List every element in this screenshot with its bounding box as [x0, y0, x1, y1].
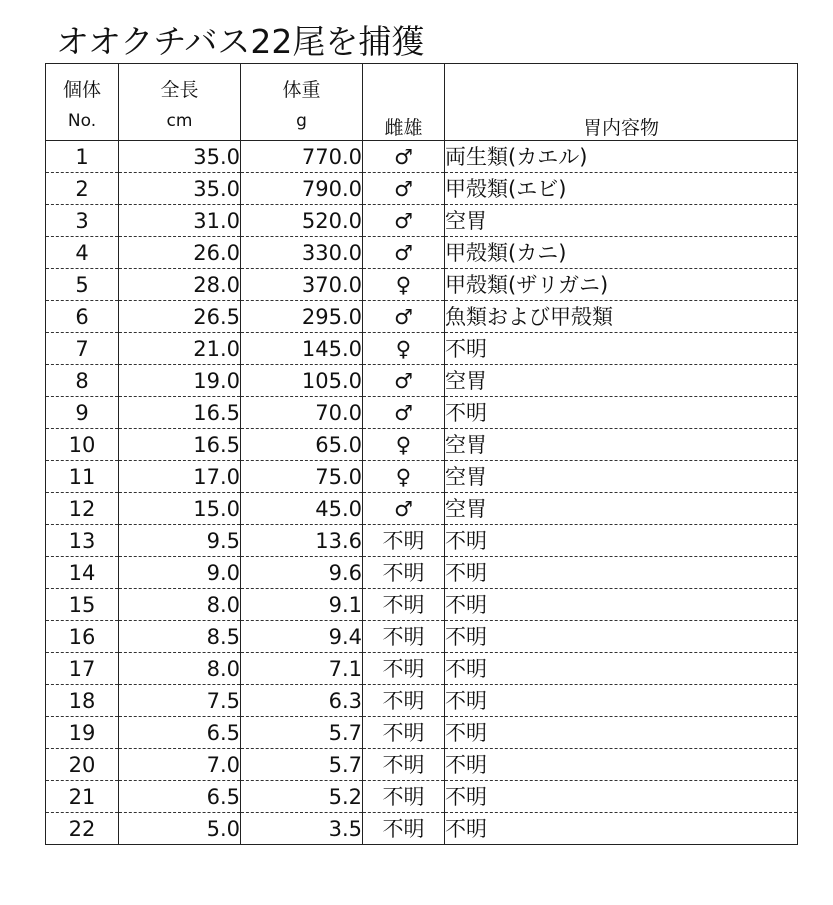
- cell-length: 19.0: [119, 365, 241, 397]
- header-length-unit: cm: [119, 102, 241, 141]
- table-row: [46, 685, 798, 717]
- cell-no: 15: [46, 589, 119, 621]
- cell-weight: 13.6: [241, 525, 363, 557]
- cell-stomach-contents: 空胃: [445, 365, 798, 397]
- cell-weight: 145.0: [241, 333, 363, 365]
- cell-sex: ♂: [363, 173, 445, 205]
- cell-weight: 65.0: [241, 429, 363, 461]
- cell-no: 21: [46, 781, 119, 813]
- cell-stomach-contents: 不明: [445, 653, 798, 685]
- table-row: [46, 589, 798, 621]
- cell-no: 3: [46, 205, 119, 237]
- cell-length: 35.0: [119, 141, 241, 173]
- cell-length: 9.5: [119, 525, 241, 557]
- cell-no: 5: [46, 269, 119, 301]
- cell-weight: 770.0: [241, 141, 363, 173]
- cell-weight: 45.0: [241, 493, 363, 525]
- table-row: [46, 333, 798, 365]
- cell-no: 6: [46, 301, 119, 333]
- cell-no: 20: [46, 749, 119, 781]
- table-row: [46, 365, 798, 397]
- cell-sex: ♂: [363, 205, 445, 237]
- header-sex: 雌雄: [363, 64, 445, 141]
- cell-weight: 105.0: [241, 365, 363, 397]
- cell-stomach-contents: 不明: [445, 525, 798, 557]
- cell-sex: 不明: [363, 781, 445, 813]
- cell-length: 28.0: [119, 269, 241, 301]
- cell-sex: 不明: [363, 589, 445, 621]
- table-row: [46, 429, 798, 461]
- table-row: [46, 749, 798, 781]
- cell-weight: 330.0: [241, 237, 363, 269]
- cell-weight: 5.7: [241, 749, 363, 781]
- cell-no: 19: [46, 717, 119, 749]
- cell-sex: 不明: [363, 653, 445, 685]
- table-header: [46, 64, 798, 141]
- cell-weight: 5.2: [241, 781, 363, 813]
- table-row: [46, 269, 798, 301]
- bass-catch-table: [45, 63, 798, 845]
- table-body: [46, 141, 798, 845]
- cell-length: 21.0: [119, 333, 241, 365]
- table-row: [46, 813, 798, 845]
- cell-no: 13: [46, 525, 119, 557]
- cell-no: 7: [46, 333, 119, 365]
- header-weight-unit: g: [241, 102, 363, 141]
- cell-stomach-contents: 魚類および甲殻類: [445, 301, 798, 333]
- table-row: [46, 717, 798, 749]
- cell-weight: 9.6: [241, 557, 363, 589]
- cell-weight: 70.0: [241, 397, 363, 429]
- cell-no: 9: [46, 397, 119, 429]
- cell-weight: 75.0: [241, 461, 363, 493]
- table-row: [46, 493, 798, 525]
- cell-length: 17.0: [119, 461, 241, 493]
- cell-sex: 不明: [363, 717, 445, 749]
- cell-stomach-contents: 不明: [445, 781, 798, 813]
- cell-weight: 790.0: [241, 173, 363, 205]
- cell-no: 1: [46, 141, 119, 173]
- cell-weight: 6.3: [241, 685, 363, 717]
- cell-sex: 不明: [363, 749, 445, 781]
- cell-sex: ♀: [363, 461, 445, 493]
- cell-weight: 3.5: [241, 813, 363, 845]
- header-stomach-contents: 胃内容物: [445, 64, 798, 141]
- cell-no: 18: [46, 685, 119, 717]
- page-title: オオクチバス22尾を捕獲: [56, 22, 425, 61]
- cell-sex: 不明: [363, 813, 445, 845]
- cell-weight: 9.1: [241, 589, 363, 621]
- cell-stomach-contents: 不明: [445, 749, 798, 781]
- cell-stomach-contents: 空胃: [445, 493, 798, 525]
- cell-sex: ♀: [363, 429, 445, 461]
- cell-weight: 370.0: [241, 269, 363, 301]
- cell-length: 35.0: [119, 173, 241, 205]
- cell-sex: ♂: [363, 397, 445, 429]
- table-row: [46, 397, 798, 429]
- cell-length: 8.0: [119, 653, 241, 685]
- cell-sex: ♀: [363, 333, 445, 365]
- cell-weight: 7.1: [241, 653, 363, 685]
- cell-length: 16.5: [119, 429, 241, 461]
- cell-no: 16: [46, 621, 119, 653]
- cell-stomach-contents: 不明: [445, 685, 798, 717]
- table-row: [46, 653, 798, 685]
- cell-length: 6.5: [119, 781, 241, 813]
- header-length: 全長: [119, 64, 241, 103]
- cell-sex: ♂: [363, 493, 445, 525]
- cell-stomach-contents: 不明: [445, 397, 798, 429]
- cell-no: 2: [46, 173, 119, 205]
- header-id: 個体: [46, 64, 119, 103]
- cell-stomach-contents: 甲殻類(エビ): [445, 173, 798, 205]
- cell-length: 26.0: [119, 237, 241, 269]
- cell-sex: 不明: [363, 525, 445, 557]
- table-row: [46, 173, 798, 205]
- cell-stomach-contents: 不明: [445, 557, 798, 589]
- cell-weight: 295.0: [241, 301, 363, 333]
- cell-no: 11: [46, 461, 119, 493]
- table-row: [46, 237, 798, 269]
- cell-no: 14: [46, 557, 119, 589]
- cell-stomach-contents: 空胃: [445, 461, 798, 493]
- cell-sex: 不明: [363, 621, 445, 653]
- cell-stomach-contents: 不明: [445, 589, 798, 621]
- cell-length: 8.5: [119, 621, 241, 653]
- cell-length: 26.5: [119, 301, 241, 333]
- cell-stomach-contents: 甲殻類(カニ): [445, 237, 798, 269]
- cell-length: 16.5: [119, 397, 241, 429]
- cell-stomach-contents: 不明: [445, 813, 798, 845]
- cell-no: 17: [46, 653, 119, 685]
- cell-sex: ♂: [363, 365, 445, 397]
- cell-weight: 520.0: [241, 205, 363, 237]
- cell-length: 9.0: [119, 557, 241, 589]
- cell-no: 8: [46, 365, 119, 397]
- cell-no: 10: [46, 429, 119, 461]
- cell-stomach-contents: 不明: [445, 717, 798, 749]
- cell-stomach-contents: 空胃: [445, 205, 798, 237]
- cell-no: 4: [46, 237, 119, 269]
- cell-sex: ♂: [363, 301, 445, 333]
- cell-weight: 9.4: [241, 621, 363, 653]
- cell-sex: ♂: [363, 237, 445, 269]
- cell-sex: 不明: [363, 685, 445, 717]
- cell-weight: 5.7: [241, 717, 363, 749]
- cell-sex: 不明: [363, 557, 445, 589]
- table-row: [46, 621, 798, 653]
- table-row: [46, 461, 798, 493]
- table-row: [46, 781, 798, 813]
- header-weight: 体重: [241, 64, 363, 103]
- header-id-unit: No.: [46, 102, 119, 141]
- cell-length: 15.0: [119, 493, 241, 525]
- table-row: [46, 205, 798, 237]
- table-row: [46, 525, 798, 557]
- cell-stomach-contents: 空胃: [445, 429, 798, 461]
- cell-length: 7.5: [119, 685, 241, 717]
- cell-length: 5.0: [119, 813, 241, 845]
- table-row: [46, 141, 798, 173]
- cell-sex: ♀: [363, 269, 445, 301]
- cell-no: 22: [46, 813, 119, 845]
- cell-stomach-contents: 両生類(カエル): [445, 141, 798, 173]
- cell-stomach-contents: 甲殻類(ザリガニ): [445, 269, 798, 301]
- cell-stomach-contents: 不明: [445, 333, 798, 365]
- table-row: [46, 557, 798, 589]
- cell-length: 31.0: [119, 205, 241, 237]
- table-row: [46, 301, 798, 333]
- cell-length: 6.5: [119, 717, 241, 749]
- cell-length: 8.0: [119, 589, 241, 621]
- cell-stomach-contents: 不明: [445, 621, 798, 653]
- cell-length: 7.0: [119, 749, 241, 781]
- cell-sex: ♂: [363, 141, 445, 173]
- cell-no: 12: [46, 493, 119, 525]
